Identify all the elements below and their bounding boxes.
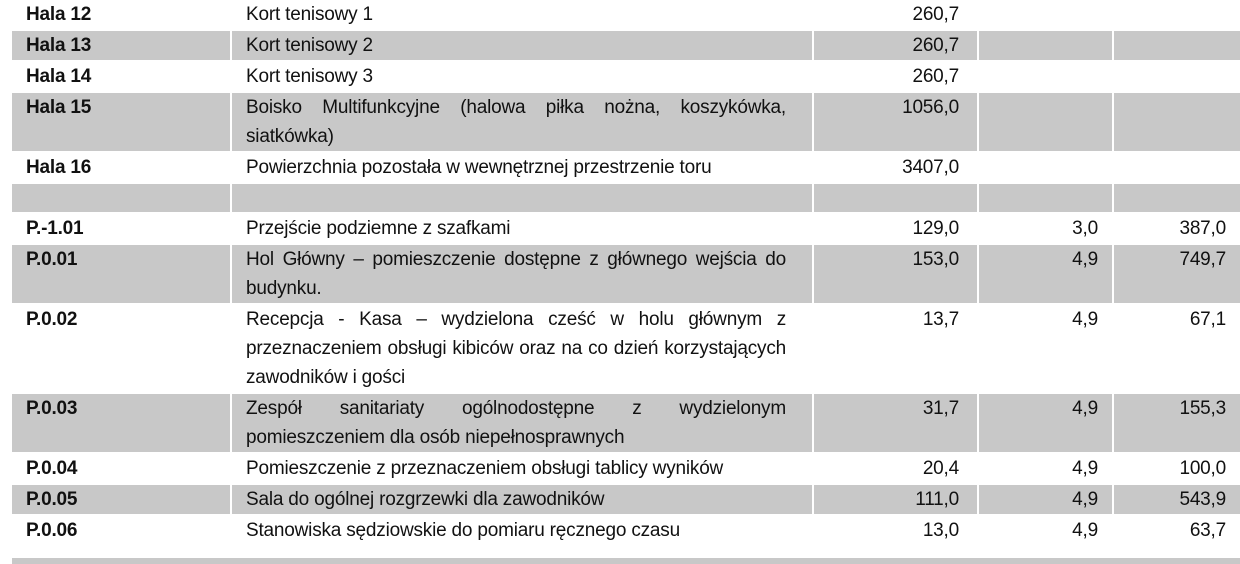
room-description-text: Hol Główny – pomieszczenie dostępne z głównego wejścia do budynku. <box>246 249 786 299</box>
room-height: 4,9 <box>979 516 1114 545</box>
room-description-text: Stanowiska sędziowskie do pomiaru ręcznego czasu <box>246 520 680 541</box>
table-row <box>12 305 1240 394</box>
room-area: 129,0 <box>814 214 979 243</box>
room-height <box>979 31 1114 60</box>
room-height <box>979 0 1114 29</box>
room-description <box>232 62 814 91</box>
room-description-text: Kort tenisowy 1 <box>246 4 373 25</box>
room-height: 4,9 <box>979 245 1114 303</box>
room-height: 4,9 <box>979 454 1114 483</box>
room-volume <box>1114 31 1240 60</box>
room-id: P.0.02 <box>12 305 232 392</box>
room-volume: 67,1 <box>1189 309 1226 330</box>
room-area: 153,0 <box>814 245 979 303</box>
room-description <box>232 31 814 60</box>
table-row-spacer <box>12 184 1240 214</box>
room-area: 260,7 <box>814 0 979 29</box>
room-id <box>12 184 232 212</box>
room-volume: 155,3 <box>1114 394 1240 452</box>
room-height: 4,9 <box>979 305 1114 392</box>
room-height <box>979 153 1114 182</box>
room-description-text: Powierzchnia pozostała w wewnętrznej przestrzenie toru <box>246 157 712 178</box>
room-area: 260,7 <box>814 31 979 60</box>
room-volume <box>1114 62 1240 91</box>
room-volume <box>1114 0 1240 29</box>
room-id: Hala 13 <box>12 31 232 60</box>
room-description <box>232 305 814 392</box>
room-description-text: Boisko Multifunkcyjne (halowa piłka nożna, koszykówka, siatkówka) <box>246 97 786 147</box>
room-description-text: Kort tenisowy 2 <box>246 35 373 56</box>
room-volume: 543,9 <box>1114 485 1240 514</box>
room-description <box>232 394 814 452</box>
room-description <box>232 153 814 182</box>
room-description-text: Przejście podziemne z szafkami <box>246 218 511 239</box>
room-description-text: Kort tenisowy 3 <box>246 66 373 87</box>
room-height <box>979 62 1114 91</box>
room-id: Hala 14 <box>12 62 232 91</box>
room-id: P.0.03 <box>12 394 232 452</box>
room-description-text: Zespół sanitariaty ogólnodostępne z wydzielonym pomieszczeniem dla osób niepełnosprawnych <box>246 398 786 448</box>
room-volume <box>1114 153 1240 182</box>
table-row <box>12 516 1240 547</box>
room-volume: 749,7 <box>1114 245 1240 303</box>
room-id: P.-1.01 <box>12 214 232 243</box>
room-description-text: Sala do ogólnej rozgrzewki dla zawodników <box>246 489 605 510</box>
room-area: 13,0 <box>814 516 979 545</box>
room-id: P.0.04 <box>12 454 232 483</box>
room-id: P.0.01 <box>12 245 232 303</box>
table-row <box>12 93 1240 153</box>
table-row <box>12 0 1240 31</box>
table-row <box>12 62 1240 93</box>
table-row <box>12 245 1240 305</box>
table-row <box>12 394 1240 454</box>
room-description <box>232 184 814 212</box>
table-row <box>12 454 1240 485</box>
room-description <box>232 454 814 483</box>
room-schedule-table <box>12 0 1240 547</box>
room-area: 31,7 <box>814 394 979 452</box>
room-volume <box>1114 184 1240 212</box>
room-volume: 63,7 <box>1189 520 1226 541</box>
room-description <box>232 0 814 29</box>
room-volume: 100,0 <box>1179 458 1226 479</box>
room-height: 4,9 <box>979 394 1114 452</box>
room-area: 260,7 <box>814 62 979 91</box>
room-area: 13,7 <box>814 305 979 392</box>
room-height: 3,0 <box>979 214 1114 243</box>
table-row <box>12 153 1240 184</box>
room-description-text: Pomieszczenie z przeznaczeniem obsługi tablicy wyników <box>246 458 724 479</box>
table-row <box>12 214 1240 245</box>
room-area <box>814 184 979 212</box>
table-row <box>12 485 1240 516</box>
next-row-strip <box>12 558 1240 564</box>
room-volume <box>1114 93 1240 151</box>
room-height: 4,9 <box>979 485 1114 514</box>
room-area: 111,0 <box>814 485 979 514</box>
room-description <box>232 245 814 303</box>
table-row <box>12 31 1240 62</box>
room-description <box>232 516 814 545</box>
room-volume: 387,0 <box>1179 218 1226 239</box>
room-area: 3407,0 <box>814 153 979 182</box>
room-id: Hala 12 <box>12 0 232 29</box>
room-area: 1056,0 <box>814 93 979 151</box>
room-height <box>979 184 1114 212</box>
room-description <box>232 485 814 514</box>
room-id: P.0.06 <box>12 516 232 545</box>
room-height <box>979 93 1114 151</box>
room-id: P.0.05 <box>12 485 232 514</box>
room-id: Hala 15 <box>12 93 232 151</box>
room-description <box>232 214 814 243</box>
room-area: 20,4 <box>814 454 979 483</box>
room-description <box>232 93 814 151</box>
room-id: Hala 16 <box>12 153 232 182</box>
room-description-text: Recepcja - Kasa – wydzielona cześć w holu głównym z przeznaczeniem obsługi kibiców oraz na co dzień korzystających zawodników i gości <box>246 309 786 388</box>
